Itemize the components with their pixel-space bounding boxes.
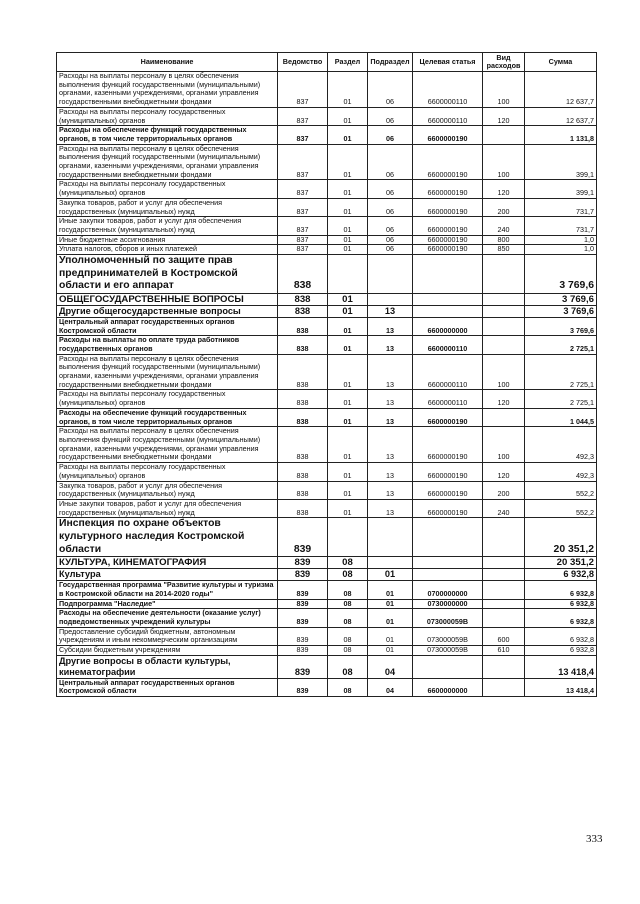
table-row xyxy=(57,609,597,627)
cell-type: 120 xyxy=(483,390,525,408)
cell-sum: 13 418,4 xyxy=(525,678,597,696)
cell-type xyxy=(483,557,525,569)
cell-subsection: 01 xyxy=(368,609,413,627)
cell-section: 01 xyxy=(328,499,368,517)
table-row xyxy=(57,317,597,335)
cell-name: Расходы на обеспечение функций государственных органов, в том числе территориальных органов xyxy=(57,408,278,426)
cell-target: 073000059В xyxy=(413,627,483,645)
table-row xyxy=(57,408,597,426)
cell-type: 100 xyxy=(483,354,525,390)
cell-sum: 1,0 xyxy=(525,245,597,255)
cell-section: 01 xyxy=(328,408,368,426)
table-row xyxy=(57,627,597,645)
cell-section xyxy=(328,255,368,294)
cell-target xyxy=(413,293,483,305)
cell-dept: 837 xyxy=(278,126,328,144)
cell-subsection: 13 xyxy=(368,427,413,463)
cell-target: 6600000190 xyxy=(413,144,483,180)
cell-subsection: 06 xyxy=(368,180,413,198)
cell-type xyxy=(483,126,525,144)
cell-subsection: 13 xyxy=(368,317,413,335)
cell-type: 240 xyxy=(483,499,525,517)
cell-dept: 837 xyxy=(278,245,328,255)
cell-subsection xyxy=(368,293,413,305)
cell-subsection: 13 xyxy=(368,499,413,517)
cell-dept: 837 xyxy=(278,180,328,198)
table-row xyxy=(57,390,597,408)
cell-name: Уполномоченный по защите прав предпринимателей в Костромской области и его аппарат xyxy=(57,255,278,294)
cell-target: 6600000190 xyxy=(413,499,483,517)
cell-target: 6600000000 xyxy=(413,317,483,335)
cell-type xyxy=(483,678,525,696)
cell-type xyxy=(483,317,525,335)
cell-dept: 839 xyxy=(278,627,328,645)
cell-type: 120 xyxy=(483,463,525,481)
cell-type: 850 xyxy=(483,245,525,255)
cell-sum: 492,3 xyxy=(525,427,597,463)
cell-name: Расходы на обеспечение деятельности (оказание услуг) подведомственных учреждений культуры xyxy=(57,609,278,627)
table-row xyxy=(57,518,597,557)
table-row xyxy=(57,235,597,245)
cell-dept: 838 xyxy=(278,293,328,305)
table-row xyxy=(57,305,597,317)
header-dept: Ведомство xyxy=(278,53,328,72)
cell-target: 073000059В xyxy=(413,609,483,627)
cell-sum: 399,1 xyxy=(525,144,597,180)
cell-type xyxy=(483,609,525,627)
cell-section: 01 xyxy=(328,198,368,216)
cell-dept: 839 xyxy=(278,557,328,569)
cell-subsection: 01 xyxy=(368,599,413,609)
cell-name: Расходы на выплаты персоналу государственных (муниципальных) органов xyxy=(57,107,278,125)
cell-type xyxy=(483,305,525,317)
cell-target: 6600000190 xyxy=(413,235,483,245)
cell-dept: 838 xyxy=(278,354,328,390)
cell-target: 6600000000 xyxy=(413,678,483,696)
cell-section xyxy=(328,518,368,557)
cell-target: 6600000190 xyxy=(413,198,483,216)
cell-dept: 838 xyxy=(278,390,328,408)
cell-section: 01 xyxy=(328,293,368,305)
cell-section: 01 xyxy=(328,126,368,144)
cell-sum: 731,7 xyxy=(525,198,597,216)
cell-dept: 838 xyxy=(278,317,328,335)
cell-dept: 839 xyxy=(278,581,328,599)
cell-sum: 1 131,8 xyxy=(525,126,597,144)
cell-dept: 838 xyxy=(278,499,328,517)
header-subsection: Подраздел xyxy=(368,53,413,72)
cell-dept: 837 xyxy=(278,107,328,125)
table-row xyxy=(57,557,597,569)
cell-sum: 6 932,8 xyxy=(525,581,597,599)
cell-name: Инспекция по охране объектов культурного наследия Костромской области xyxy=(57,518,278,557)
cell-target: 073000059В xyxy=(413,646,483,656)
cell-target: 6600000190 xyxy=(413,481,483,499)
cell-name: Закупка товаров, работ и услуг для обеспечения государственных (муниципальных) нужд xyxy=(57,481,278,499)
table-row xyxy=(57,599,597,609)
cell-section: 08 xyxy=(328,678,368,696)
cell-subsection: 04 xyxy=(368,678,413,696)
cell-subsection xyxy=(368,255,413,294)
cell-section: 01 xyxy=(328,481,368,499)
budget-table-page xyxy=(56,52,596,697)
table-row xyxy=(57,646,597,656)
cell-type xyxy=(483,408,525,426)
cell-sum: 492,3 xyxy=(525,463,597,481)
cell-name: Расходы на обеспечение функций государственных органов, в том числе территориальных органов xyxy=(57,126,278,144)
table-row xyxy=(57,678,597,696)
table-row xyxy=(57,499,597,517)
cell-sum: 6 932,8 xyxy=(525,627,597,645)
table-row xyxy=(57,217,597,235)
cell-section: 08 xyxy=(328,599,368,609)
table-row xyxy=(57,463,597,481)
cell-sum: 2 725,1 xyxy=(525,390,597,408)
cell-name: Расходы на выплаты персоналу в целях обеспечения выполнения функций государственными (муниципальными) органами, казенными учреждениями, органами управления государственными внебюджетными фондами xyxy=(57,144,278,180)
cell-type xyxy=(483,655,525,678)
cell-target: 6600000190 xyxy=(413,217,483,235)
cell-type: 120 xyxy=(483,180,525,198)
cell-target: 0730000000 xyxy=(413,599,483,609)
cell-target: 6600000110 xyxy=(413,107,483,125)
cell-sum: 399,1 xyxy=(525,180,597,198)
cell-section: 08 xyxy=(328,627,368,645)
table-row xyxy=(57,481,597,499)
cell-dept: 837 xyxy=(278,144,328,180)
cell-section: 01 xyxy=(328,427,368,463)
cell-subsection xyxy=(368,518,413,557)
cell-dept: 838 xyxy=(278,427,328,463)
cell-sum: 552,2 xyxy=(525,499,597,517)
cell-type xyxy=(483,581,525,599)
cell-section: 01 xyxy=(328,180,368,198)
cell-subsection: 13 xyxy=(368,354,413,390)
cell-name: Подпрограмма "Наследие" xyxy=(57,599,278,609)
cell-type xyxy=(483,599,525,609)
cell-name: Расходы на выплаты персоналу в целях обеспечения выполнения функций государственными (муниципальными) органами, казенными учреждениями, органами управления государственными внебюджетными фондами xyxy=(57,354,278,390)
cell-dept: 838 xyxy=(278,305,328,317)
header-target: Целевая статья xyxy=(413,53,483,72)
cell-type xyxy=(483,336,525,354)
table-row xyxy=(57,336,597,354)
cell-sum: 3 769,6 xyxy=(525,317,597,335)
cell-subsection: 13 xyxy=(368,463,413,481)
page-number: 333 xyxy=(586,833,603,845)
cell-section: 01 xyxy=(328,107,368,125)
cell-subsection: 06 xyxy=(368,107,413,125)
cell-name: Расходы на выплаты персоналу в целях обеспечения выполнения функций государственными (муниципальными) органами, казенными учреждениями, органами управления государственными внебюджетными фондами xyxy=(57,427,278,463)
cell-section: 01 xyxy=(328,217,368,235)
cell-type: 200 xyxy=(483,198,525,216)
cell-sum: 3 769,6 xyxy=(525,255,597,294)
cell-dept: 837 xyxy=(278,198,328,216)
cell-type: 600 xyxy=(483,627,525,645)
table-row xyxy=(57,293,597,305)
cell-name: Расходы на выплаты по оплате труда работников государственных органов xyxy=(57,336,278,354)
cell-sum: 12 637,7 xyxy=(525,107,597,125)
header-sum: Сумма xyxy=(525,53,597,72)
cell-dept: 838 xyxy=(278,336,328,354)
cell-type: 800 xyxy=(483,235,525,245)
cell-sum: 3 769,6 xyxy=(525,305,597,317)
table-row xyxy=(57,569,597,581)
table-row xyxy=(57,354,597,390)
table-row xyxy=(57,72,597,108)
cell-section: 01 xyxy=(328,144,368,180)
cell-subsection: 01 xyxy=(368,627,413,645)
cell-section: 08 xyxy=(328,609,368,627)
cell-dept: 839 xyxy=(278,678,328,696)
cell-name: Субсидии бюджетным учреждениям xyxy=(57,646,278,656)
cell-section: 08 xyxy=(328,646,368,656)
cell-section: 01 xyxy=(328,235,368,245)
cell-sum: 6 932,8 xyxy=(525,569,597,581)
cell-target: 0700000000 xyxy=(413,581,483,599)
cell-target: 6600000110 xyxy=(413,390,483,408)
cell-target: 6600000190 xyxy=(413,245,483,255)
cell-section: 01 xyxy=(328,354,368,390)
cell-target: 6600000190 xyxy=(413,126,483,144)
cell-type xyxy=(483,255,525,294)
cell-subsection: 06 xyxy=(368,144,413,180)
cell-sum: 13 418,4 xyxy=(525,655,597,678)
cell-subsection: 13 xyxy=(368,305,413,317)
cell-type: 200 xyxy=(483,481,525,499)
cell-type: 240 xyxy=(483,217,525,235)
cell-type: 100 xyxy=(483,72,525,108)
table-row xyxy=(57,144,597,180)
cell-name: ОБЩЕГОСУДАРСТВЕННЫЕ ВОПРОСЫ xyxy=(57,293,278,305)
cell-name: Иные закупки товаров, работ и услуг для обеспечения государственных (муниципальных) нужд xyxy=(57,217,278,235)
cell-subsection: 01 xyxy=(368,581,413,599)
cell-name: Культура xyxy=(57,569,278,581)
cell-dept: 839 xyxy=(278,609,328,627)
cell-target: 6600000110 xyxy=(413,354,483,390)
table-row xyxy=(57,245,597,255)
cell-section: 08 xyxy=(328,581,368,599)
cell-type: 100 xyxy=(483,144,525,180)
budget-table xyxy=(56,52,597,697)
cell-section: 01 xyxy=(328,305,368,317)
cell-target xyxy=(413,655,483,678)
cell-section: 01 xyxy=(328,463,368,481)
cell-sum: 731,7 xyxy=(525,217,597,235)
cell-type xyxy=(483,569,525,581)
cell-section: 01 xyxy=(328,390,368,408)
cell-name: Закупка товаров, работ и услуг для обеспечения государственных (муниципальных) нужд xyxy=(57,198,278,216)
cell-dept: 838 xyxy=(278,481,328,499)
cell-target: 6600000110 xyxy=(413,72,483,108)
cell-target: 6600000190 xyxy=(413,408,483,426)
cell-sum: 1 044,5 xyxy=(525,408,597,426)
cell-target xyxy=(413,305,483,317)
cell-target: 6600000190 xyxy=(413,427,483,463)
table-row xyxy=(57,107,597,125)
cell-subsection: 13 xyxy=(368,481,413,499)
cell-subsection: 13 xyxy=(368,408,413,426)
cell-name: Расходы на выплаты персоналу государственных (муниципальных) органов xyxy=(57,463,278,481)
cell-target: 6600000190 xyxy=(413,463,483,481)
cell-target xyxy=(413,557,483,569)
table-row xyxy=(57,180,597,198)
table-row xyxy=(57,126,597,144)
cell-sum: 6 932,8 xyxy=(525,599,597,609)
cell-dept: 837 xyxy=(278,235,328,245)
cell-sum: 552,2 xyxy=(525,481,597,499)
cell-target xyxy=(413,569,483,581)
cell-type: 100 xyxy=(483,427,525,463)
cell-name: Центральный аппарат государственных органов Костромской области xyxy=(57,678,278,696)
cell-section: 01 xyxy=(328,317,368,335)
cell-sum: 20 351,2 xyxy=(525,518,597,557)
table-row xyxy=(57,198,597,216)
header-type: Вид расходов xyxy=(483,53,525,72)
cell-section: 08 xyxy=(328,557,368,569)
cell-sum: 1,0 xyxy=(525,235,597,245)
cell-dept: 838 xyxy=(278,255,328,294)
cell-subsection: 01 xyxy=(368,569,413,581)
table-row xyxy=(57,255,597,294)
cell-section: 01 xyxy=(328,336,368,354)
cell-dept: 839 xyxy=(278,599,328,609)
cell-sum: 6 932,8 xyxy=(525,609,597,627)
table-header-row xyxy=(57,53,597,72)
cell-name: Расходы на выплаты персоналу государственных (муниципальных) органов xyxy=(57,390,278,408)
cell-type xyxy=(483,293,525,305)
cell-dept: 839 xyxy=(278,569,328,581)
cell-name: Уплата налогов, сборов и иных платежей xyxy=(57,245,278,255)
cell-name: Иные закупки товаров, работ и услуг для обеспечения государственных (муниципальных) нужд xyxy=(57,499,278,517)
cell-name: Предоставление субсидий бюджетным, автономным учреждениям и иным некоммерческим организациям xyxy=(57,627,278,645)
cell-dept: 839 xyxy=(278,518,328,557)
cell-sum: 6 932,8 xyxy=(525,646,597,656)
cell-type xyxy=(483,518,525,557)
cell-subsection: 06 xyxy=(368,217,413,235)
cell-name: КУЛЬТУРА, КИНЕМАТОГРАФИЯ xyxy=(57,557,278,569)
cell-target xyxy=(413,518,483,557)
cell-name: Иные бюджетные ассигнования xyxy=(57,235,278,245)
cell-subsection: 13 xyxy=(368,390,413,408)
cell-sum: 3 769,6 xyxy=(525,293,597,305)
header-name: Наименование xyxy=(57,53,278,72)
cell-dept: 837 xyxy=(278,217,328,235)
cell-name: Другие вопросы в области культуры, кинематографии xyxy=(57,655,278,678)
cell-type: 120 xyxy=(483,107,525,125)
header-section: Раздел xyxy=(328,53,368,72)
cell-subsection: 06 xyxy=(368,72,413,108)
table-body xyxy=(57,72,597,697)
cell-dept: 839 xyxy=(278,655,328,678)
cell-name: Государственная программа "Развитие культуры и туризма в Костромской области на 2014-2020 годы" xyxy=(57,581,278,599)
cell-dept: 839 xyxy=(278,646,328,656)
table-row xyxy=(57,581,597,599)
cell-subsection: 13 xyxy=(368,336,413,354)
cell-type: 610 xyxy=(483,646,525,656)
cell-section: 01 xyxy=(328,72,368,108)
cell-name: Центральный аппарат государственных органов Костромской области xyxy=(57,317,278,335)
cell-sum: 20 351,2 xyxy=(525,557,597,569)
cell-name: Другие общегосударственные вопросы xyxy=(57,305,278,317)
table-row xyxy=(57,655,597,678)
cell-dept: 838 xyxy=(278,463,328,481)
cell-subsection: 04 xyxy=(368,655,413,678)
cell-sum: 2 725,1 xyxy=(525,336,597,354)
cell-section: 01 xyxy=(328,245,368,255)
cell-subsection: 06 xyxy=(368,126,413,144)
cell-subsection: 06 xyxy=(368,245,413,255)
cell-subsection: 06 xyxy=(368,198,413,216)
cell-sum: 12 637,7 xyxy=(525,72,597,108)
table-row xyxy=(57,427,597,463)
cell-subsection xyxy=(368,557,413,569)
cell-subsection: 06 xyxy=(368,235,413,245)
cell-section: 08 xyxy=(328,655,368,678)
cell-sum: 2 725,1 xyxy=(525,354,597,390)
cell-target xyxy=(413,255,483,294)
cell-name: Расходы на выплаты персоналу государственных (муниципальных) органов xyxy=(57,180,278,198)
cell-section: 08 xyxy=(328,569,368,581)
cell-dept: 838 xyxy=(278,408,328,426)
cell-subsection: 01 xyxy=(368,646,413,656)
cell-name: Расходы на выплаты персоналу в целях обеспечения выполнения функций государственными (муниципальными) органами, казенными учреждениями, органами управления государственными внебюджетными фондами xyxy=(57,72,278,108)
cell-target: 6600000190 xyxy=(413,180,483,198)
cell-target: 6600000110 xyxy=(413,336,483,354)
cell-dept: 837 xyxy=(278,72,328,108)
